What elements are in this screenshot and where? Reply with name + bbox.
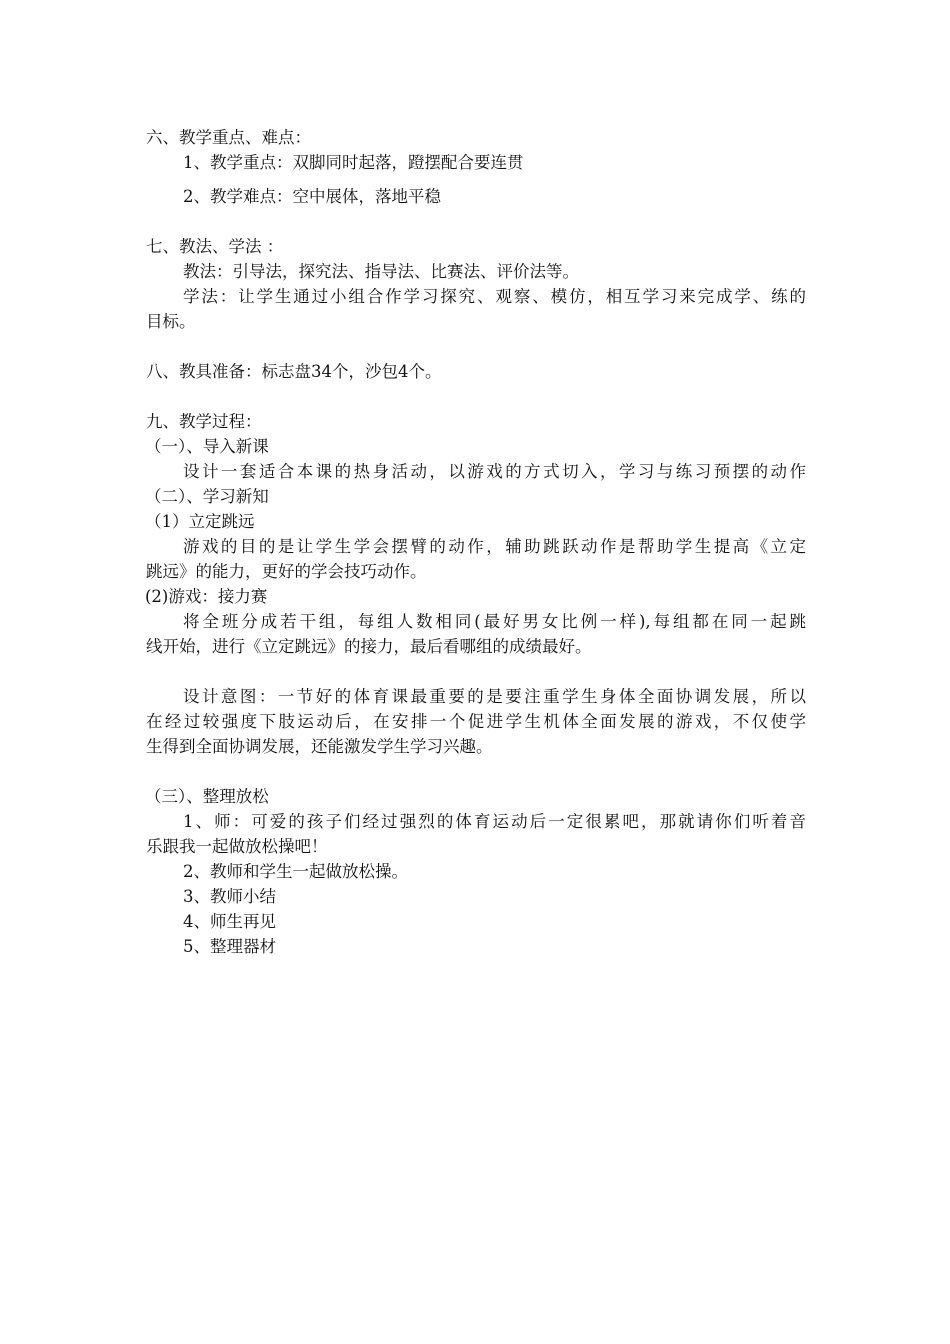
teaching-methods: 教法：引导法，探究法、指导法、比赛法、评价法等。 bbox=[183, 262, 579, 281]
part-3-title: （三）、整理放松 bbox=[145, 787, 269, 806]
relax-step-1-line-1: 1、师：可爱的孩子们经过强烈的体育运动后一定很累吧，那就请你们听着音 bbox=[183, 812, 806, 831]
section-6-heading: 六、教学重点、难点： bbox=[146, 128, 311, 147]
key-point: 1、教学重点：双脚同时起落，蹬摆配合要连贯 bbox=[183, 153, 524, 172]
design-intent-line-2: 在经过较强度下肢运动后，在安排一个促进学生机体全面发展的游戏，不仅使学 bbox=[146, 712, 806, 731]
sub-2-line-1: 将全班分成若干组，每组人数相同(最好男女比例一样),每组都在同一起跳 bbox=[183, 612, 806, 631]
design-intent-line-3: 生得到全面协调发展，还能激发学生学习兴趣。 bbox=[146, 737, 493, 756]
sub-1-line-1: 游戏的目的是让学生学会摆臂的动作，辅助跳跃动作是帮助学生提高《立定 bbox=[183, 537, 806, 556]
sub-2-line-2: 线开始，进行《立定跳远》的接力，最后看哪组的成绩最好。 bbox=[146, 637, 592, 656]
section-8-heading: 八、教具准备：标志盘34个，沙包4个。 bbox=[146, 362, 442, 381]
sub-1-title: （1）立定跳远 bbox=[145, 512, 255, 531]
relax-step-3: 3、教师小结 bbox=[183, 887, 276, 906]
part-1-title: （一）、导入新课 bbox=[145, 437, 269, 456]
learning-methods-line-1: 学法：让学生通过小组合作学习探究、观察、模仿，相互学习来完成学、练的 bbox=[183, 287, 806, 306]
relax-step-1-line-2: 乐跟我一起做放松操吧！ bbox=[146, 837, 328, 856]
part-2-title: （二）、学习新知 bbox=[145, 487, 269, 506]
section-9-heading: 九、教学过程： bbox=[146, 412, 262, 431]
relax-step-4: 4、师生再见 bbox=[183, 912, 276, 931]
section-7-heading: 七、教法、学法 ： bbox=[146, 237, 284, 256]
design-intent-line-1: 设计意图：一节好的体育课最重要的是要注重学生身体全面协调发展，所以 bbox=[183, 687, 806, 706]
relax-step-5: 5、整理器材 bbox=[183, 937, 276, 956]
difficult-point: 2、教学难点：空中展体，落地平稳 bbox=[183, 187, 441, 206]
learning-methods-line-2: 目标。 bbox=[146, 312, 196, 331]
part-1-text: 设计一套适合本课的热身活动，以游戏的方式切入，学习与练习预摆的动作 bbox=[183, 462, 806, 481]
relax-step-2: 2、教师和学生一起做放松操。 bbox=[183, 862, 408, 881]
sub-2-title: (2)游戏：接力赛 bbox=[145, 587, 268, 606]
sub-1-line-2: 跳远》的能力，更好的学会技巧动作。 bbox=[146, 562, 427, 581]
